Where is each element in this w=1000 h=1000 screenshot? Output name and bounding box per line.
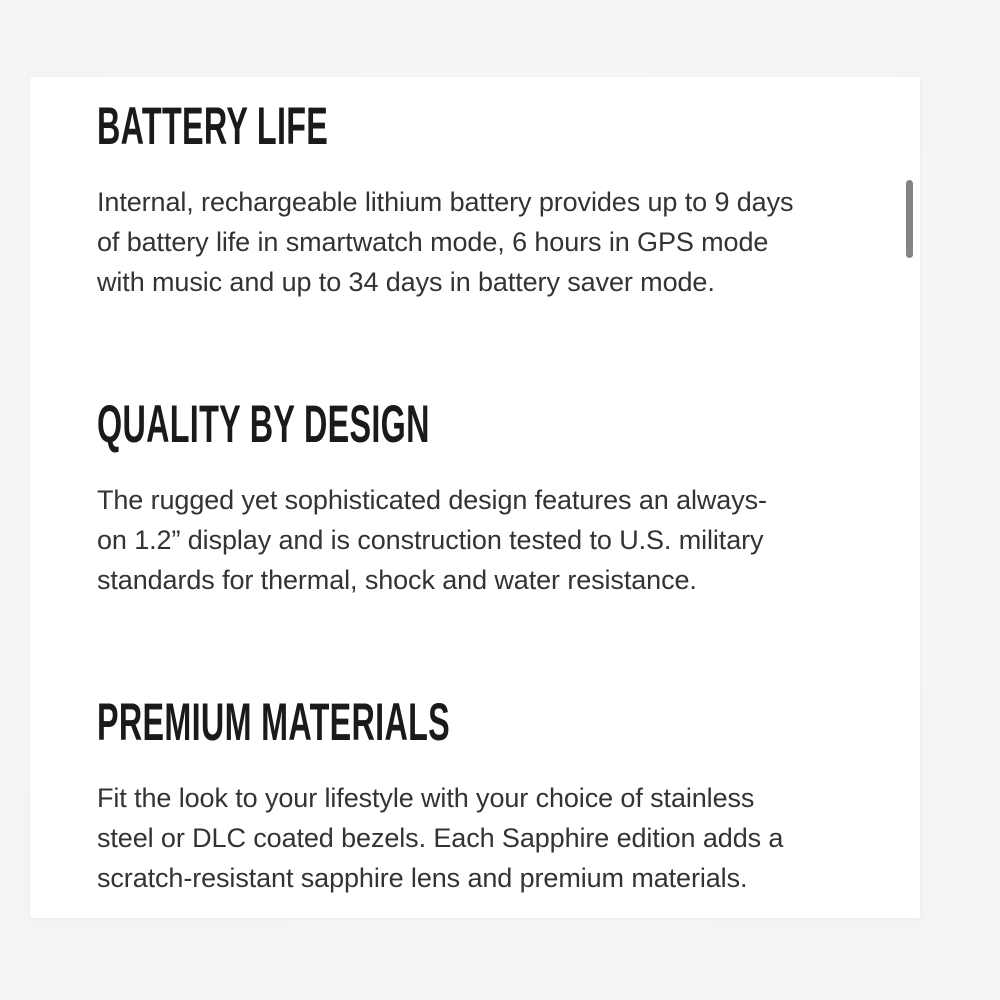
section-quality-by-design xyxy=(97,395,853,600)
description-card xyxy=(30,77,920,918)
body-line: Internal, rechargeable lithium battery provides up to 9 days xyxy=(97,187,794,217)
body-line: The rugged yet sophisticated design features an always- xyxy=(97,485,767,515)
body-line: steel or DLC coated bezels. Each Sapphire edition adds a xyxy=(97,823,784,853)
battery-life-heading: BATTERY LIFE xyxy=(97,97,329,156)
section-premium-materials xyxy=(97,693,853,898)
body-line: scratch-resistant sapphire lens and premium materials. xyxy=(97,863,748,893)
description-content xyxy=(30,77,920,898)
body-line: with music and up to 34 days in battery saver mode. xyxy=(97,267,715,297)
battery-life-paragraph xyxy=(97,182,853,302)
scrollbar-thumb[interactable] xyxy=(906,180,913,258)
body-line: standards for thermal, shock and water resistance. xyxy=(97,565,697,595)
premium-materials-heading: PREMIUM MATERIALS xyxy=(97,693,451,752)
body-line: Fit the look to your lifestyle with your choice of stainless xyxy=(97,783,755,813)
quality-by-design-paragraph xyxy=(97,480,853,600)
premium-materials-paragraph xyxy=(97,778,853,898)
body-line: of battery life in smartwatch mode, 6 hours in GPS mode xyxy=(97,227,769,257)
body-line: on 1.2” display and is construction tested to U.S. military xyxy=(97,525,764,555)
section-battery-life xyxy=(97,97,853,302)
quality-by-design-heading: QUALITY BY DESIGN xyxy=(97,395,430,454)
